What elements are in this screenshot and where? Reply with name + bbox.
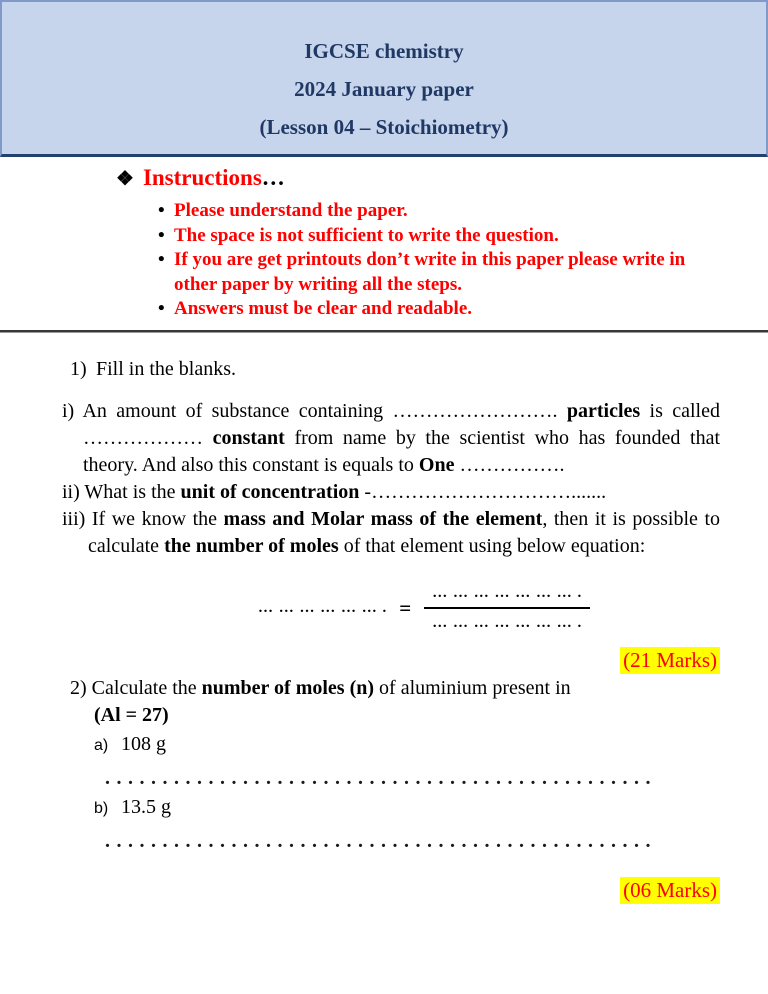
instruction-text: If you are get printouts don’t write in this paper please write in other paper by writing all the steps. xyxy=(174,249,686,295)
question-1-number: 1) xyxy=(70,357,87,380)
question-1-heading xyxy=(70,356,720,383)
paper-subtitle: 2024 January paper xyxy=(294,77,474,101)
question-1-marks-badge: (21 Marks) xyxy=(620,647,720,674)
part-iii-marker: iii) xyxy=(62,507,86,530)
question-2-al-value: (Al = 27) xyxy=(94,703,169,726)
paper-header xyxy=(0,0,768,157)
question-2-marks-badge: (06 Marks) xyxy=(620,877,720,904)
part-iii-text: , then it is possible to calculate xyxy=(88,507,721,557)
question-2-item-b xyxy=(94,794,720,822)
part-i-text: is called ……………… xyxy=(83,399,720,449)
part-i-bold-particles: particles xyxy=(566,399,641,422)
part-i-bold-one: One xyxy=(418,453,455,476)
item-a-marker: a) xyxy=(94,736,109,754)
instruction-text: Please understand the paper. xyxy=(174,200,408,221)
question-1-marks-row xyxy=(62,647,720,675)
answer-blank-a: ................................................ xyxy=(105,766,657,789)
part-iii-text: If we know the xyxy=(91,507,224,530)
question-2-heading xyxy=(70,675,720,729)
part-iii-bold-mass: mass and Molar mass of the element xyxy=(223,507,543,530)
moles-equation xyxy=(258,584,720,632)
part-iii-bold-moles: the number of moles xyxy=(164,534,339,557)
part-i-blank-dots: ……………. xyxy=(454,453,565,476)
instructions-title-ellipsis: … xyxy=(261,165,286,190)
instruction-text: Answers must be clear and readable. xyxy=(174,298,473,319)
equation-fraction xyxy=(424,584,590,632)
question-1-part-iii xyxy=(62,506,720,560)
section-divider xyxy=(0,330,768,333)
questions-area xyxy=(0,356,768,905)
equals-sign: = xyxy=(399,595,413,620)
instructions-heading xyxy=(116,164,768,193)
bullet-icon: • xyxy=(158,224,165,246)
instruction-item xyxy=(158,224,693,249)
fraction-numerator-blank: … … … … … … … . xyxy=(424,584,590,609)
part-ii-text: What is the xyxy=(84,480,181,503)
item-b-value: 13.5 g xyxy=(121,795,171,818)
part-i-text: from name by the scientist who has founded that theory. And also this constant is equals to xyxy=(83,426,721,476)
bullet-icon: • xyxy=(158,249,165,270)
part-i-marker: i) xyxy=(62,399,75,422)
instruction-item xyxy=(158,199,693,224)
instruction-item xyxy=(158,248,693,297)
bullet-icon: • xyxy=(158,298,165,319)
instruction-list xyxy=(158,199,693,322)
question-1-title: Fill in the blanks. xyxy=(96,357,236,380)
bullet-icon: • xyxy=(158,200,165,221)
fraction-denominator-blank: … … … … … … … . xyxy=(432,614,583,631)
question-1-part-ii xyxy=(62,479,720,506)
item-a-value: 108 g xyxy=(121,732,166,755)
question-2-number: 2) xyxy=(70,676,87,699)
item-b-marker: b) xyxy=(94,799,109,817)
instruction-item xyxy=(158,297,693,322)
part-ii-marker: ii) xyxy=(62,480,80,503)
question-1-part-i xyxy=(62,398,720,479)
paper-lesson-title: (Lesson 04 – Stoichiometry) xyxy=(259,115,509,139)
part-ii-bold-unit: unit of concentration xyxy=(180,480,360,503)
part-ii-blank-dots: -…………………………....... xyxy=(359,480,607,503)
instructions-section xyxy=(0,157,768,322)
paper-title: IGCSE chemistry xyxy=(304,39,464,63)
question-2-bold-moles: number of moles (n) xyxy=(201,676,375,699)
answer-blank-b: ................................................ xyxy=(105,829,657,852)
part-i-text: An amount of substance containing ……………………. xyxy=(82,399,558,422)
question-2-text: Calculate the xyxy=(91,676,202,699)
question-2-item-a xyxy=(94,731,720,759)
part-iii-text: of that element using below equation: xyxy=(338,534,646,557)
question-2-marks-row xyxy=(62,877,720,905)
equation-left-blank: … … … … … … . xyxy=(258,599,388,616)
part-i-bold-constant: constant xyxy=(212,426,285,449)
diamond-bullet-icon: ❖ xyxy=(116,168,134,190)
instruction-text: The space is not sufficient to write the question. xyxy=(174,224,559,246)
question-2-text: of aluminium present in xyxy=(374,676,571,699)
instructions-title: Instructions xyxy=(142,165,262,190)
